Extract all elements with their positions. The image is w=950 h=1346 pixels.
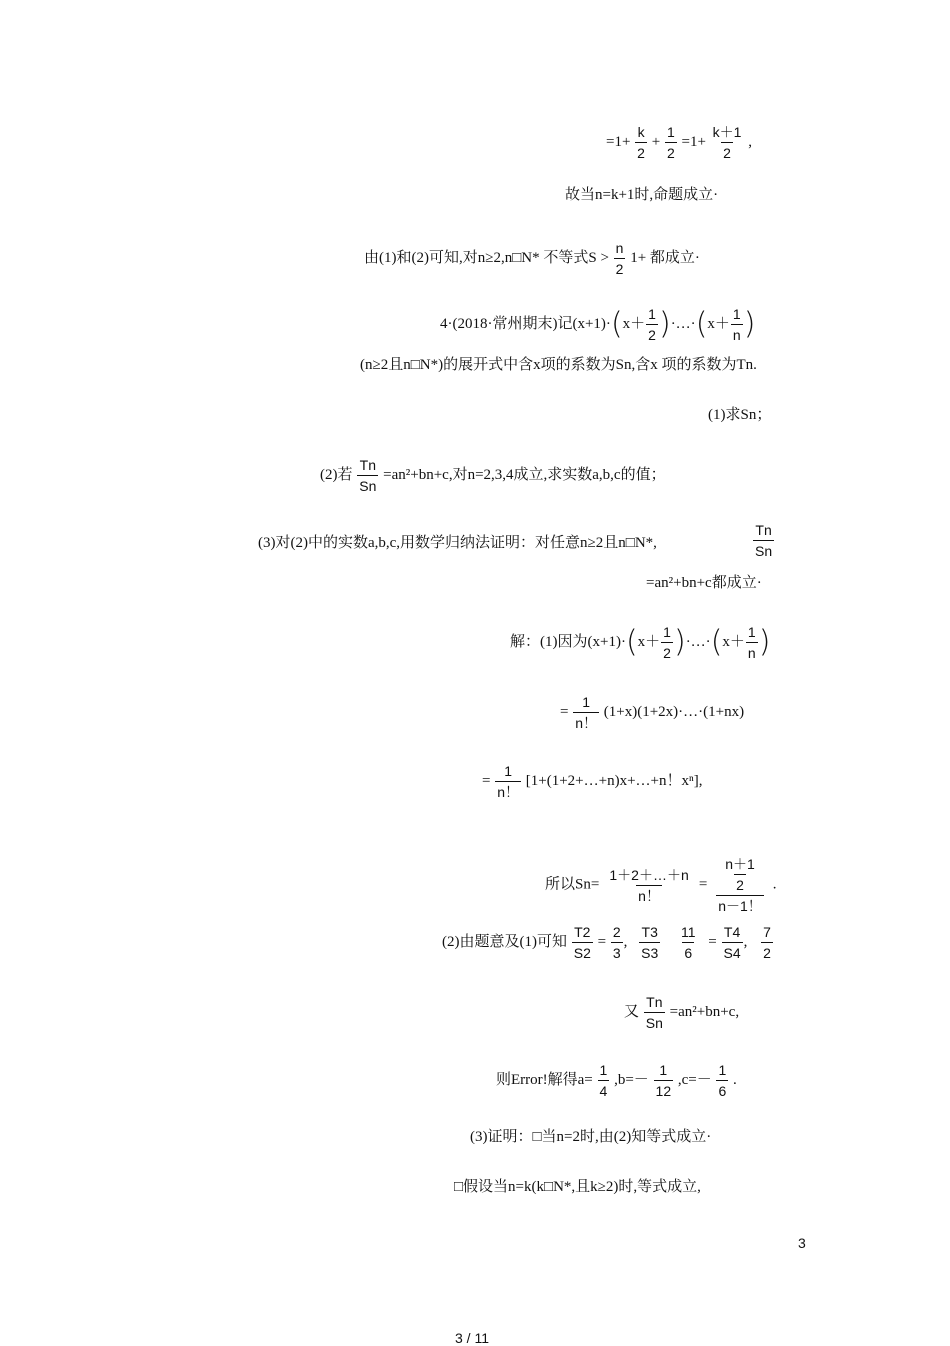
text: = xyxy=(482,772,491,789)
fraction: $\frac{1}{12}$ xyxy=(655,1062,672,1099)
fraction: $\frac{Tn}{Sn}$ xyxy=(359,457,377,494)
text-line: 故当n=k+1时,命题成立· xyxy=(565,187,719,203)
solution-line-6 xyxy=(624,994,739,1031)
fraction: $\frac{n}{2}$ xyxy=(615,240,624,277)
text: 又 xyxy=(624,1003,640,1020)
fraction: $\frac{T2}{S2}$ xyxy=(573,924,591,961)
fraction: $\frac{1}{2}$ xyxy=(648,306,656,343)
fraction: $\frac{Tn}{Sn}$ xyxy=(645,994,663,1031)
fraction: $\frac{n+1}{2}$ xyxy=(725,856,755,893)
text: =1+ xyxy=(606,133,631,150)
text: 由(1)和(2)可知,对n≥2,n□N* 不等式S > xyxy=(364,249,609,266)
text: 4·(2018·常州期末)记(x+1)· xyxy=(440,315,611,332)
text: (2)若 xyxy=(320,466,353,483)
text: , xyxy=(743,933,748,950)
text: ·…· xyxy=(685,633,711,650)
text: 1+ 都成立· xyxy=(630,249,700,266)
fraction: $\frac{k}{2}$ xyxy=(637,124,645,161)
problem-4-title: 4·(2018·常州期末)记(x+1)·(x＋ $\frac{1}{2}$ )·…·(x＋ $\frac{1}{n}$ ) xyxy=(440,306,756,343)
solution-line-3 xyxy=(482,763,702,800)
text: 所以Sn= xyxy=(545,876,600,893)
text: =an²+bn+c,对n=2,3,4成立,求实数a,b,c的值； xyxy=(383,466,666,483)
fraction: $\frac{1}{6}$ xyxy=(718,1062,727,1099)
fraction: $\frac{7}{2}$ xyxy=(763,924,771,961)
text: ,b=－ xyxy=(614,1071,649,1088)
text: ·…· xyxy=(670,315,696,332)
text-line xyxy=(364,240,700,277)
fraction: $\frac{T3}{S3}$ xyxy=(641,924,659,961)
fraction: $\frac{1+2+\dots+n}{n!}$ xyxy=(609,866,689,904)
fraction: $\frac{\frac{n+1}{2}}{n-1!}$ xyxy=(718,856,762,914)
solution-line-2 xyxy=(560,694,744,731)
text-line: (3)对(2)中的实数a,b,c,用数学归纳法证明：对任意n≥2且n□N*, xyxy=(258,535,657,551)
text-line: (3)证明：□当n=2时,由(2)知等式成立· xyxy=(470,1129,712,1145)
fraction: $\frac{1}{n!}$ xyxy=(575,694,598,731)
solution-line-5 xyxy=(442,924,774,961)
text: + xyxy=(651,133,661,150)
text: =an²+bn+c, xyxy=(669,1003,740,1020)
text: , xyxy=(748,133,752,150)
fraction: $\frac{11}{6}$ xyxy=(681,924,696,961)
solution-line-1: 解：(1)因为(x+1)·(x＋ $\frac{1}{2}$ )·…·(x＋ $\frac{1}{n}$ ) xyxy=(510,624,771,661)
fraction: $\frac{2}{3}$ xyxy=(612,924,621,961)
text: . xyxy=(772,876,777,893)
text: ,c=－ xyxy=(677,1071,712,1088)
fraction: $\frac{k+1}{2}$ xyxy=(712,124,742,161)
text-line: (n≥2且n□N*)的展开式中含x项的系数为Sn,含x 项的系数为Tn. xyxy=(360,357,757,373)
solution-line-4 xyxy=(545,856,777,914)
eq-line-1 xyxy=(606,124,752,161)
text: = xyxy=(708,933,717,950)
text-line: =an²+bn+c都成立· xyxy=(646,575,762,591)
page-number: 3 xyxy=(798,1235,806,1251)
fraction: $\frac{1}{n!}$ xyxy=(497,763,520,800)
text: = xyxy=(698,876,708,893)
fraction: $\frac{1}{2}$ xyxy=(666,124,675,161)
fraction: $\frac{1}{4}$ xyxy=(599,1062,608,1099)
fraction-standalone xyxy=(752,522,775,559)
text: (1+x)(1+2x)·…·(1+nx) xyxy=(603,703,745,720)
text: = xyxy=(597,933,607,950)
text: =1+ xyxy=(681,133,706,150)
text: 解：(1)因为(x+1)· xyxy=(510,633,626,650)
text: = xyxy=(560,703,569,720)
text: 则Error!解得a= xyxy=(496,1071,593,1088)
text: , xyxy=(623,933,628,950)
text: (2)由题意及(1)可知 xyxy=(442,933,567,950)
fraction: $\frac{Tn}{Sn}$ xyxy=(755,522,773,559)
fraction: $\frac{1}{2}$ xyxy=(663,624,671,661)
fraction: $\frac{T4}{S4}$ xyxy=(723,924,741,961)
text-line: □假设当n=k(k□N*,且k≥2)时,等式成立, xyxy=(454,1179,701,1195)
text-line: (1)求Sn； xyxy=(708,407,772,423)
solution-line-7 xyxy=(496,1062,737,1099)
page-footer: 3 / 11 xyxy=(455,1330,489,1346)
fraction: $\frac{1}{n}$ xyxy=(747,624,756,661)
fraction: $\frac{1}{n}$ xyxy=(732,306,741,343)
text: . xyxy=(733,1071,737,1088)
text-line xyxy=(320,457,666,494)
text: [1+(1+2+…+n)x+…+n！xⁿ], xyxy=(525,772,703,789)
